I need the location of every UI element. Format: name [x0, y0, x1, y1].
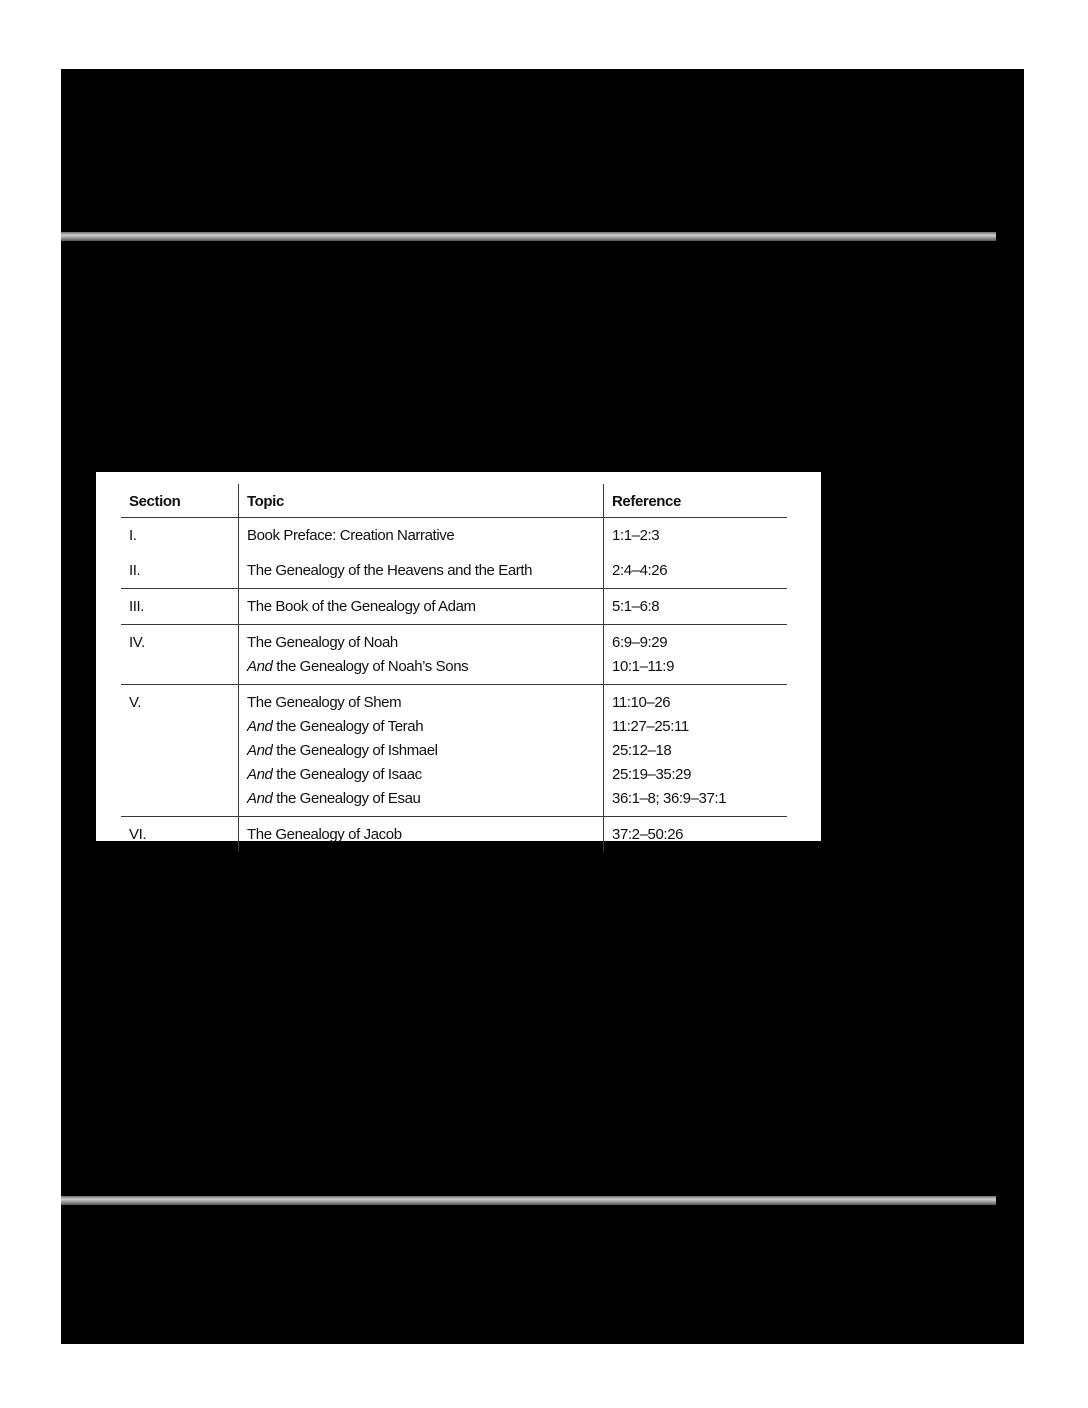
- reference-text: 37:2–50:26: [612, 826, 684, 843]
- topic-line: [247, 631, 595, 655]
- table-row: [121, 817, 787, 853]
- section-number: I.: [121, 518, 239, 554]
- reference-text: 5:1–6:8: [612, 598, 660, 615]
- topic-prefix: And: [247, 658, 273, 675]
- topic-text: The Book of the Genealogy of Adam: [247, 598, 476, 615]
- header-section: Section: [121, 484, 239, 518]
- reference-text: 11:10–26: [612, 694, 671, 711]
- topic-line: [247, 715, 595, 739]
- topic-cell: [239, 625, 604, 685]
- table-row: [121, 625, 787, 685]
- topic-line: [247, 524, 595, 548]
- section-number: V.: [121, 685, 239, 817]
- topic-line: [247, 595, 595, 619]
- topic-line: [247, 691, 595, 715]
- header-reference: Reference: [604, 484, 788, 518]
- topic-prefix: And: [247, 766, 273, 783]
- topic-prefix: And: [247, 742, 273, 759]
- reference-text: 2:4–4:26: [612, 562, 668, 579]
- reference-text: 6:9–9:29: [612, 634, 668, 651]
- topic-cell: [239, 553, 604, 589]
- table-body: [121, 518, 787, 853]
- table-header-row: [121, 484, 787, 518]
- reference-cell: [604, 685, 788, 817]
- section-number: VI.: [121, 817, 239, 853]
- topic-line: [247, 787, 595, 811]
- section-number: II.: [121, 553, 239, 589]
- section-number: IV.: [121, 625, 239, 685]
- reference-cell: [604, 518, 788, 554]
- topic-line: [247, 559, 595, 583]
- topic-line: [247, 655, 595, 679]
- genealogy-table: [121, 484, 787, 852]
- topic-text: The Genealogy of the Heavens and the Earth: [247, 562, 533, 579]
- topic-text: The Genealogy of Shem: [247, 694, 402, 711]
- topic-text: The Genealogy of Noah: [247, 634, 398, 651]
- genealogy-table-card: [96, 472, 821, 841]
- reference-cell: [604, 625, 788, 685]
- reference-cell: [604, 589, 788, 625]
- top-divider-rule: [61, 232, 996, 241]
- table-row: [121, 553, 787, 589]
- topic-cell: [239, 685, 604, 817]
- section-number: III.: [121, 589, 239, 625]
- topic-text: the Genealogy of Isaac: [272, 766, 422, 783]
- topic-text: the Genealogy of Terah: [272, 718, 424, 735]
- topic-prefix: And: [247, 718, 273, 735]
- topic-line: [247, 823, 595, 847]
- reference-cell: [604, 553, 788, 589]
- topic-text: the Genealogy of Noah’s Sons: [272, 658, 469, 675]
- table-row: [121, 518, 787, 554]
- reference-text: 10:1–11:9: [612, 658, 675, 675]
- topic-text: the Genealogy of Esau: [272, 790, 421, 807]
- reference-text: 1:1–2:3: [612, 527, 660, 544]
- topic-line: [247, 739, 595, 763]
- topic-cell: [239, 589, 604, 625]
- table-row: [121, 685, 787, 817]
- header-topic: Topic: [239, 484, 604, 518]
- table-row: [121, 589, 787, 625]
- topic-text: The Genealogy of Jacob: [247, 826, 402, 843]
- reference-text: 36:1–8; 36:9–37:1: [612, 790, 727, 807]
- topic-line: [247, 763, 595, 787]
- reference-cell: [604, 817, 788, 853]
- topic-cell: [239, 817, 604, 853]
- topic-text: the Genealogy of Ishmael: [272, 742, 438, 759]
- reference-text: 25:12–18: [612, 742, 672, 759]
- topic-cell: [239, 518, 604, 554]
- topic-text: Book Preface: Creation Narrative: [247, 527, 455, 544]
- reference-text: 25:19–35:29: [612, 766, 692, 783]
- topic-prefix: And: [247, 790, 273, 807]
- reference-text: 11:27–25:11: [612, 718, 689, 735]
- bottom-divider-rule: [61, 1196, 996, 1205]
